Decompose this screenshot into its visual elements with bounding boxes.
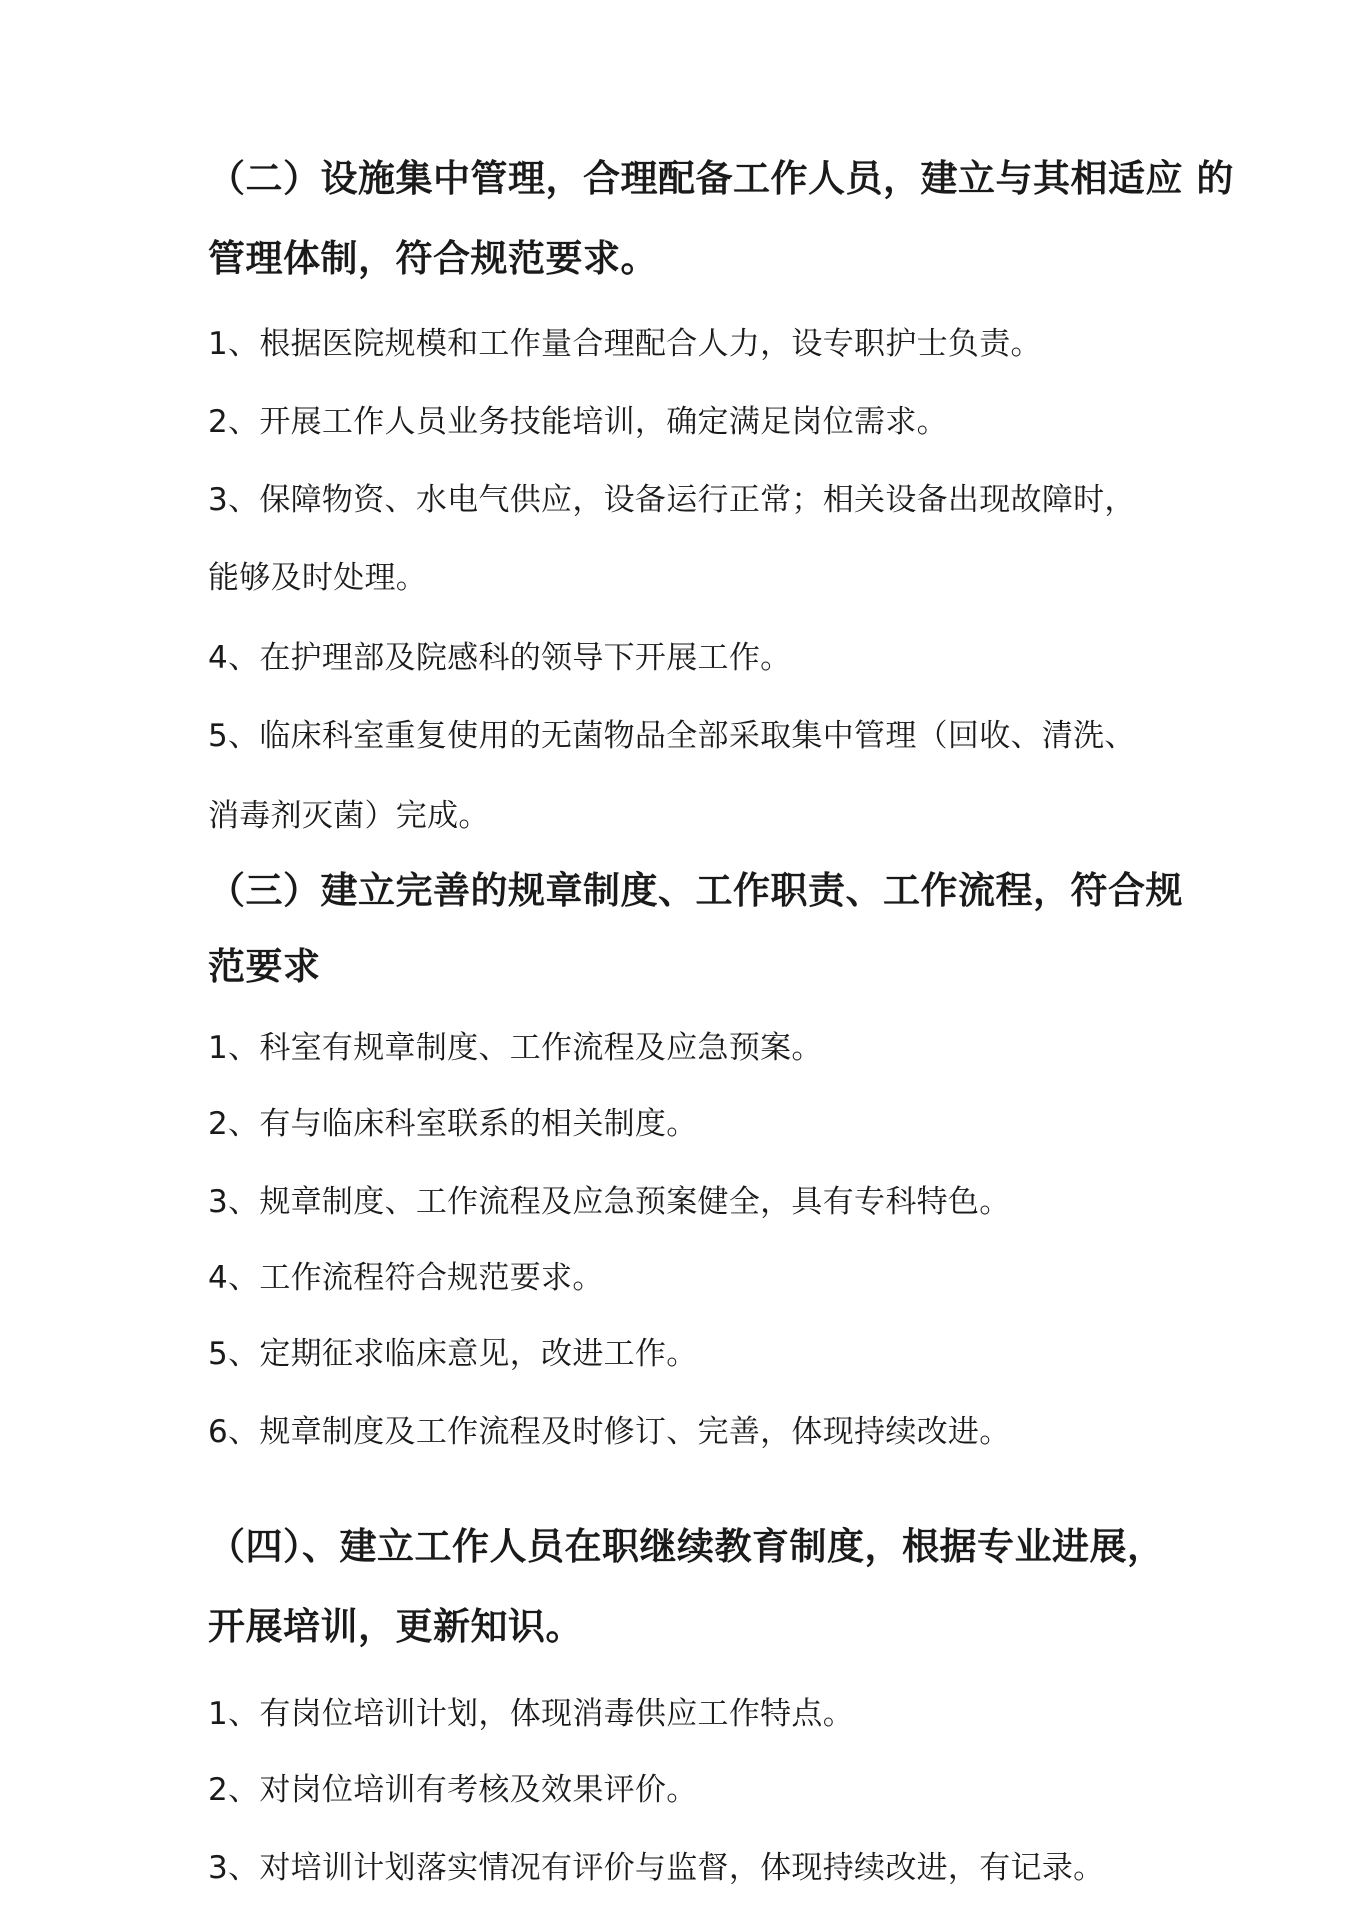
section3-heading-line2: 范要求	[208, 945, 321, 988]
section2-item-4: 4、在护理部及院感科的领导下开展工作。	[208, 640, 792, 676]
section2-heading-line1: （二）设施集中管理，合理配备工作人员，建立与其相适应 的	[208, 157, 1234, 200]
section2-item-5: 5、临床科室重复使用的无菌物品全部采取集中管理（回收、清洗、	[208, 718, 1136, 754]
section4-item-3: 3、对培训计划落实情况有评价与监督，体现持续改进，有记录。	[208, 1850, 1105, 1886]
section2-item-3: 3、保障物资、水电气供应，设备运行正常；相关设备出现故障时，	[208, 482, 1136, 518]
section3-item-2: 2、有与临床科室联系的相关制度。	[208, 1106, 698, 1142]
section2-item-5-cont: 消毒剂灭菌）完成。	[208, 798, 490, 834]
section3-item-6: 6、规章制度及工作流程及时修订、完善，体现持续改进。	[208, 1414, 1011, 1450]
section4-heading-line2: 开展培训，更新知识。	[208, 1605, 583, 1648]
section3-heading-line1: （三）建立完善的规章制度、工作职责、工作流程，符合规	[208, 869, 1183, 912]
section3-item-5: 5、定期征求临床意见，改进工作。	[208, 1336, 698, 1372]
section3-item-1: 1、科室有规章制度、工作流程及应急预案。	[208, 1030, 823, 1066]
section4-heading-line1: （四）、建立工作人员在职继续教育制度，根据专业进展，	[208, 1525, 1165, 1568]
section2-item-3-cont: 能够及时处理。	[208, 560, 428, 596]
section3-item-4: 4、工作流程符合规范要求。	[208, 1260, 604, 1296]
section4-item-1: 1、有岗位培训计划，体现消毒供应工作特点。	[208, 1696, 855, 1732]
section2-heading-line2: 管理体制，符合规范要求。	[208, 237, 658, 280]
section4-item-2: 2、对岗位培训有考核及效果评价。	[208, 1772, 698, 1808]
section3-item-3: 3、规章制度、工作流程及应急预案健全，具有专科特色。	[208, 1184, 1011, 1220]
section2-item-2: 2、开展工作人员业务技能培训，确定满足岗位需求。	[208, 404, 948, 440]
section2-item-1: 1、根据医院规模和工作量合理配合人力，设专职护士负责。	[208, 326, 1042, 362]
